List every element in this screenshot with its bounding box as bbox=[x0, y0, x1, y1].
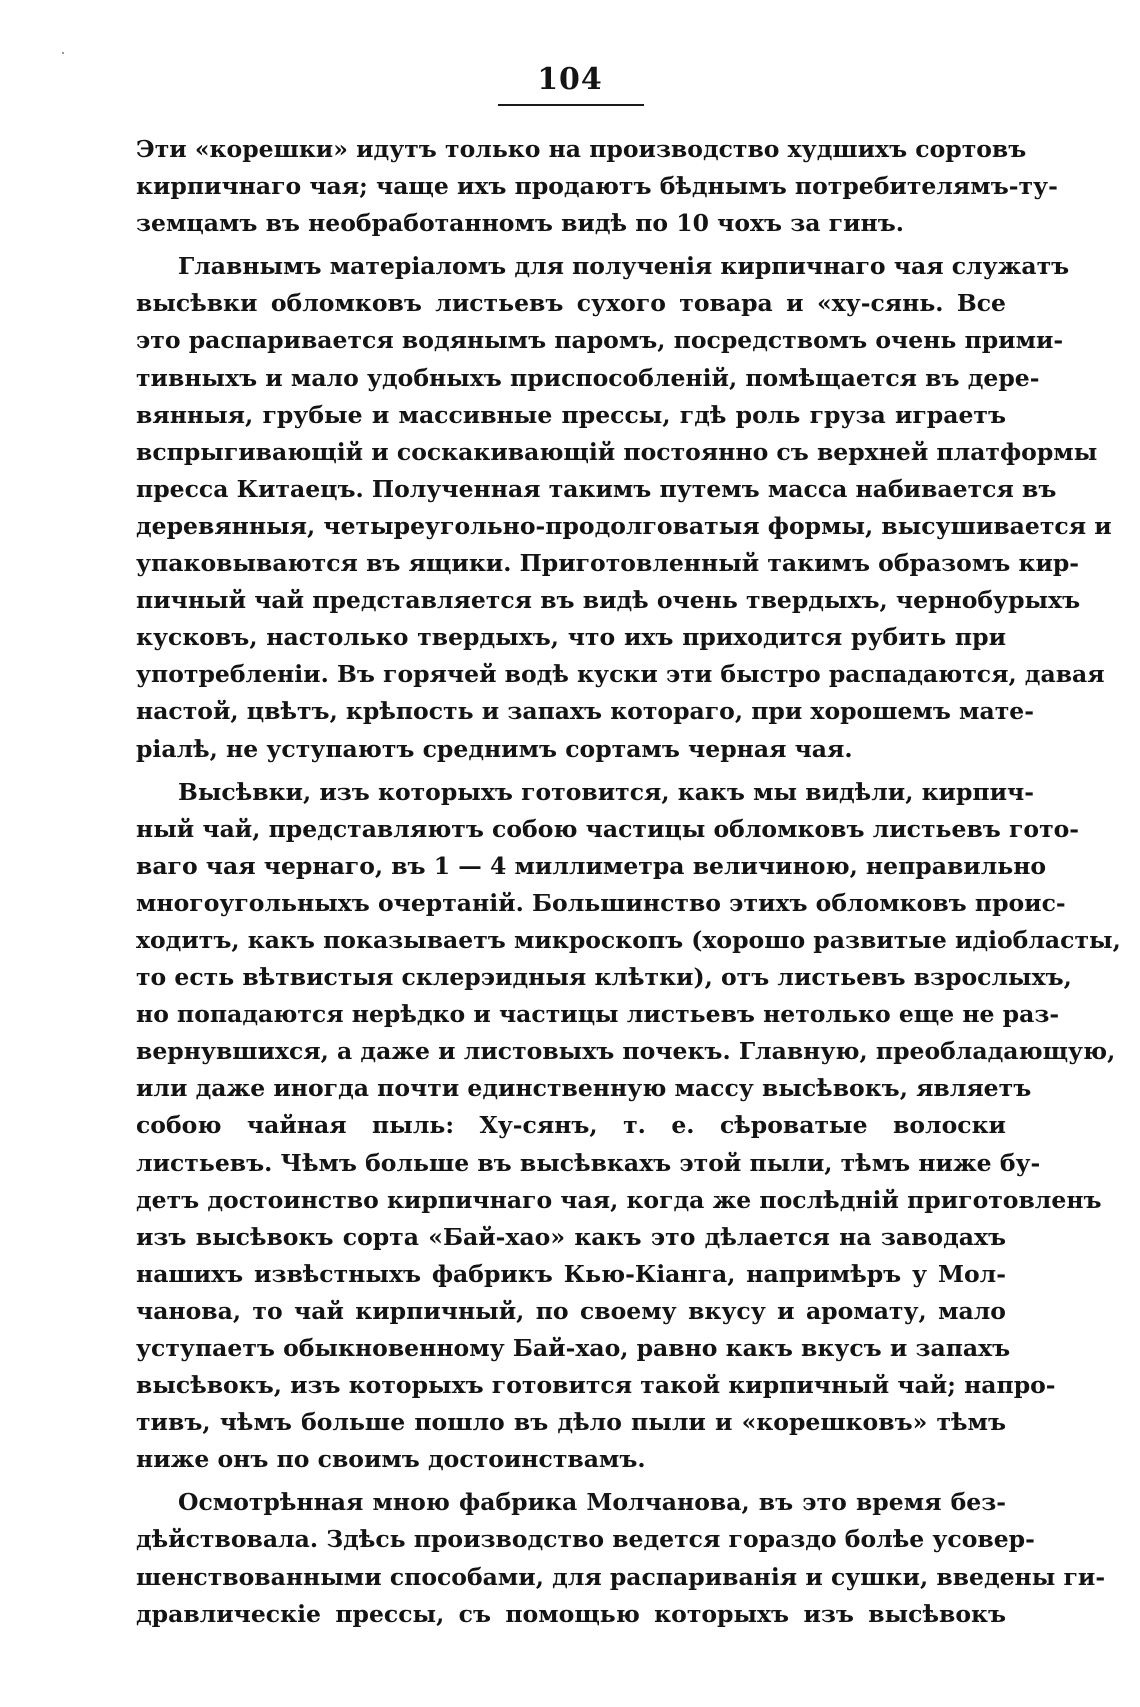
text-line: тивъ, чѣмъ больше пошло въ дѣло пыли и «корешковъ» тѣмъ bbox=[136, 1408, 1006, 1437]
text-line: упаковываются въ ящики. Приготовленный такимъ образомъ кир- bbox=[136, 549, 1080, 578]
text-line: шенствованными способами, для распариванія и сушки, введены ги- bbox=[136, 1562, 1106, 1591]
text-line: но попадаются нерѣдко и частицы листьевъ нетолько еще не раз- bbox=[136, 1000, 1060, 1029]
text-line: многоугольныхъ очертаній. Большинство этихъ обломковъ проис- bbox=[136, 888, 1066, 917]
text-line: вернувшихся, а даже и листовыхъ почекъ. Главную, преобладающую, bbox=[136, 1037, 1116, 1066]
body-text bbox=[136, 131, 1121, 1633]
text-line: ниже онъ по своимъ достоинствамъ. bbox=[136, 1445, 646, 1474]
page-number: 104 bbox=[537, 62, 603, 97]
margin-speck bbox=[62, 52, 64, 54]
text-line: высѣвокъ, изъ которыхъ готовится такой кирпичный чай; напро- bbox=[136, 1371, 1056, 1400]
text-line: дѣйствовала. Здѣсь производство ведется гораздо болѣе усовер- bbox=[136, 1525, 1035, 1554]
text-line: уступаетъ обыкновенному Бай-хао, равно какъ вкусъ и запахъ bbox=[136, 1334, 1011, 1362]
text-line: собою чайная пыль: Ху-сянъ, т. е. сѣроватые волоски bbox=[136, 1111, 1006, 1140]
text-line: детъ достоинство кирпичнаго чая, когда же послѣдній приготовленъ bbox=[136, 1185, 1102, 1214]
text-line: вянныя, грубые и массивные прессы, гдѣ роль груза играетъ bbox=[136, 400, 1006, 429]
text-line: Эти «корешки» идутъ только на производство худшихъ сортовъ bbox=[136, 135, 1027, 163]
text-line: Высѣвки, изъ которыхъ готовится, какъ мы видѣли, кирпич- bbox=[178, 777, 1034, 806]
text-line: высѣвки обломковъ листьевъ сухого товара и «ху-сянь. Все bbox=[136, 289, 1006, 318]
text-line: Осмотрѣнная мною фабрика Молчанова, въ это время без- bbox=[178, 1488, 1006, 1517]
text-line: изъ высѣвокъ сорта «Бай-хао» какъ это дѣлается на заводахъ bbox=[136, 1222, 1006, 1251]
text-line: то есть вѣтвистыя склерэидныя клѣтки), отъ листьевъ взрослыхъ, bbox=[136, 963, 1072, 992]
text-line: вспрыгивающій и соскакивающій постоянно съ верхней платформы bbox=[136, 437, 1098, 466]
text-line: чанова, то чай кирпичный, по своему вкусу и аромату, мало bbox=[136, 1296, 1006, 1325]
text-line: ный чай, представляютъ собою частицы обломковъ листьевъ гото- bbox=[136, 814, 1080, 843]
text-line: кусковъ, настолько твердыхъ, что ихъ приходится рубить при bbox=[136, 623, 1006, 652]
text-line: нашихъ извѣстныхъ фабрикъ Кью-Кіанга, напримѣръ у Мол- bbox=[136, 1259, 1006, 1288]
text-line: деревянныя, четыреугольно-продолговатыя формы, высушивается и bbox=[136, 511, 1112, 540]
text-line: пичный чай представляется въ видѣ очень твердыхъ, чернобурыхъ bbox=[136, 586, 1081, 615]
text-line: это распаривается водянымъ паромъ, посредствомъ очень прими- bbox=[136, 326, 1064, 355]
text-line: употребленіи. Въ горячей водѣ куски эти быстро распадаются, давая bbox=[136, 660, 1105, 689]
text-line: настой, цвѣтъ, крѣпость и запахъ котораго, при хорошемъ мате- bbox=[136, 697, 1034, 726]
text-line: земцамъ въ необработанномъ видѣ по 10 чохъ за гинъ. bbox=[136, 209, 904, 238]
text-line: или даже иногда почти единственную массу высѣвокъ, являетъ bbox=[136, 1074, 1032, 1103]
header-rule bbox=[498, 104, 644, 106]
text-line: кирпичнаго чая; чаще ихъ продаютъ бѣднымъ потребителямъ-ту- bbox=[136, 172, 1058, 201]
text-line: дравлическіе прессы, съ помощью которыхъ изъ высѣвокъ bbox=[136, 1599, 1006, 1628]
text-line: пресса Китаецъ. Полученная такимъ путемъ масса набивается въ bbox=[136, 474, 1057, 503]
text-line: ріалѣ, не уступаютъ среднимъ сортамъ черная чая. bbox=[136, 734, 853, 763]
text-line: Главнымъ матеріаломъ для полученія кирпичнаго чая служатъ bbox=[178, 252, 1070, 281]
text-line: ваго чая чернаго, въ 1 — 4 миллиметра величиною, неправильно bbox=[136, 851, 1047, 880]
text-line: тивныхъ и мало удобныхъ приспособленій, помѣщается въ дере- bbox=[136, 363, 1040, 392]
text-line: листьевъ. Чѣмъ больше въ высѣвкахъ этой пыли, тѣмъ ниже бу- bbox=[136, 1148, 1041, 1177]
text-line: ходитъ, какъ показываетъ микроскопъ (хорошо развитые идіобласты, bbox=[136, 925, 1121, 954]
